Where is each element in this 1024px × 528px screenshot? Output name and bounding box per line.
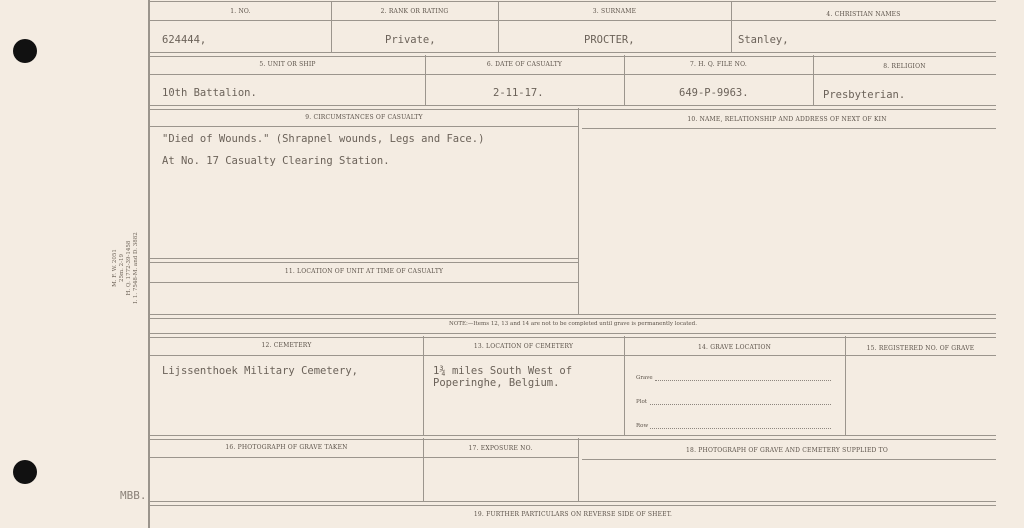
label-exposure: 17. EXPOSURE NO. (468, 445, 533, 452)
label-photo-taken: 16. PHOTOGRAPH OF GRAVE TAKEN (225, 444, 348, 451)
religion-value: Presbyterian. (823, 89, 906, 101)
unit-value: 10th Battalion. (162, 87, 257, 99)
grave-row-label: Grave (636, 375, 653, 381)
label-rank: 2. RANK OR RATING (380, 8, 449, 15)
form-reference-line: 25m. 2-19 (119, 253, 125, 283)
label-unit: 5. UNIT OR SHIP (259, 61, 316, 68)
label-date: 6. DATE OF CASUALTY (486, 61, 563, 68)
label-religion: 8. RELIGION (883, 63, 926, 70)
note-text: NOTE:—Items 12, 13 and 14 are not to be completed until grave is permanently located. (449, 321, 697, 327)
label-christian-names: 4. CHRISTIAN NAMES (826, 11, 901, 18)
row-row-label: Row (636, 423, 649, 429)
label-location-unit: 11. LOCATION OF UNIT AT TIME OF CASUALTY (284, 268, 444, 275)
surname-value: PROCTER, (584, 34, 635, 46)
punch-hole (13, 460, 37, 484)
form-reference-line: M. F. W. 2051 (112, 249, 118, 287)
label-photo-supplied: 18. PHOTOGRAPH OF GRAVE AND CEMETERY SUPPLIED TO (686, 447, 888, 454)
label-registered-no: 15. REGISTERED NO. OF GRAVE (866, 345, 975, 352)
circumstances-line: At No. 17 Casualty Clearing Station. (162, 155, 390, 167)
form-reference-line: H. Q. 1772-39-1458 (126, 240, 132, 296)
label-no: 1. NO. (230, 8, 251, 15)
label-file: 7. H. Q. FILE NO. (689, 61, 748, 68)
punch-hole (13, 39, 37, 63)
service-number: 624444, (162, 34, 207, 46)
label-grave-location: 14. GRAVE LOCATION (697, 344, 772, 351)
christian-names-value: Stanley, (738, 34, 789, 46)
label-circumstances: 9. CIRCUMSTANCES OF CASUALTY (305, 114, 423, 121)
cemetery-location-line: Poperinghe, Belgium. (433, 377, 560, 389)
form-reference-line: I. 1. 7548-M. and D. 3882 (133, 232, 139, 304)
cemetery-value: Lijssenthoek Military Cemetery, (162, 365, 358, 377)
label-location-cemetery: 13. LOCATION OF CEMETERY (473, 343, 574, 350)
label-cemetery: 12. CEMETERY (261, 342, 312, 349)
rank-value: Private, (385, 34, 436, 46)
label-further-particulars: 19. FURTHER PARTICULARS ON REVERSE SIDE OF SHEET. (473, 511, 673, 518)
plot-row-label: Plot (636, 399, 647, 405)
file-value: 649-P-9963. (679, 87, 749, 99)
label-next-of-kin: 10. NAME, RELATIONSHIP AND ADDRESS OF NEXT OF KIN (687, 116, 887, 123)
initials-stamp: MBB. (120, 489, 147, 502)
date-value: 2-11-17. (493, 87, 544, 99)
label-surname: 3. SURNAME (592, 8, 637, 15)
circumstances-line: "Died of Wounds." (Shrapnel wounds, Legs and Face.) (162, 133, 485, 145)
form-reference (112, 198, 140, 338)
cemetery-location-line: 1¾ miles South West of (433, 365, 573, 377)
